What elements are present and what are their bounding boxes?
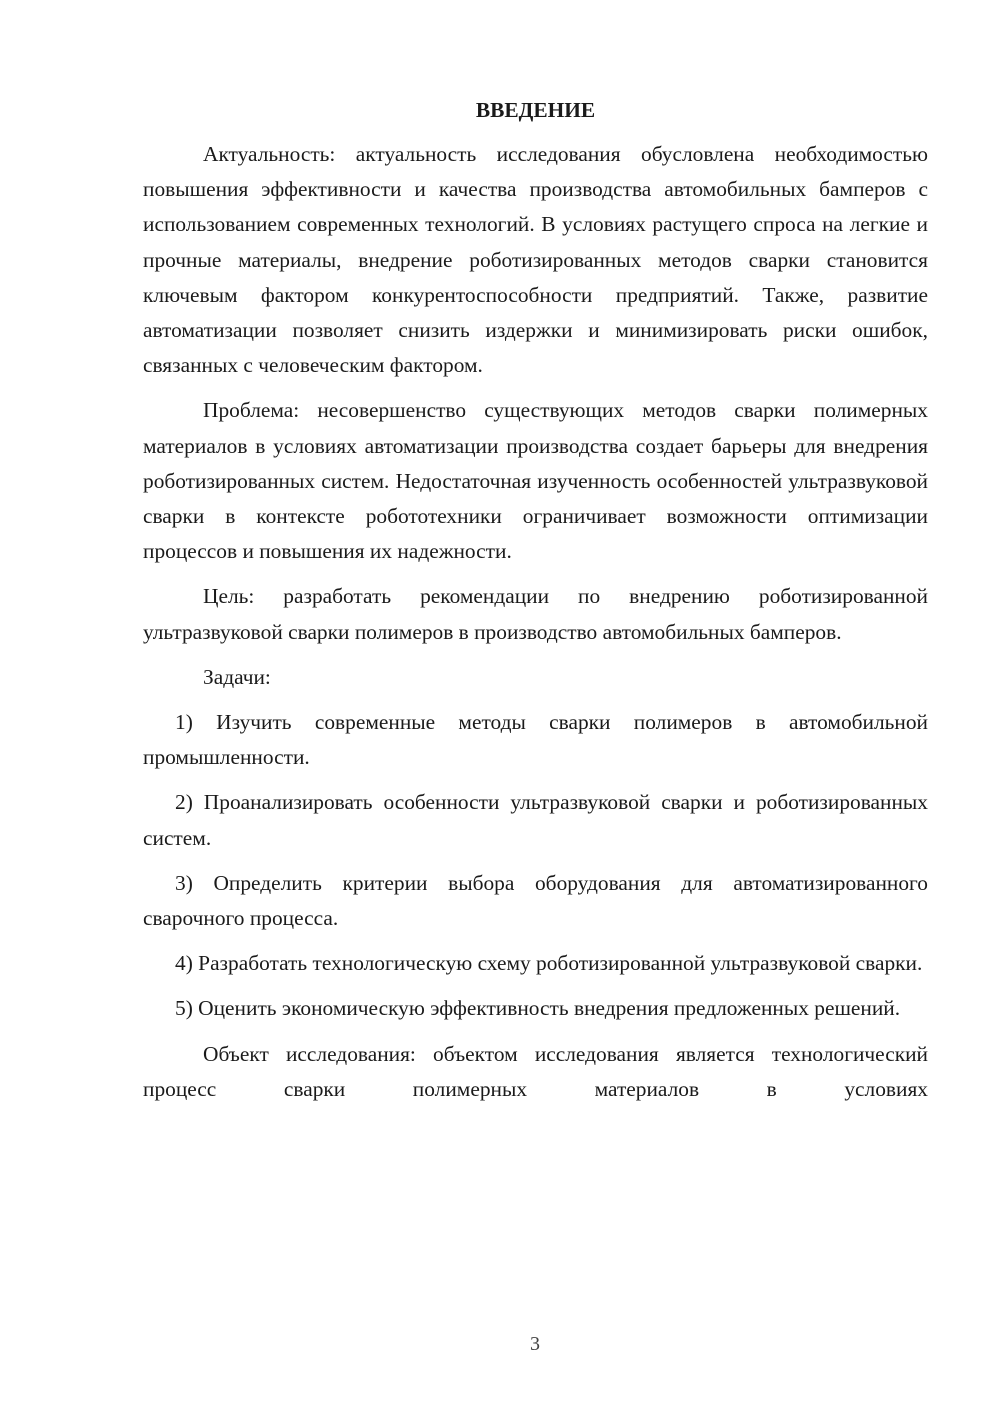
page-number: 3 <box>530 1333 540 1355</box>
relevance-paragraph: Актуальность: актуальность исследования обусловлена необходимостью повышения эффективности и качества производства автомобильных бамперов с использованием современных технологий. В условиях растущего спроса на легкие и прочные материалы, внедрение роботизированных методов сварки становится ключевым фактором конкурентоспособности предприятий. Также, развитие автоматизации позволяет снизить издержки и минимизировать риски ошибок, связанных с человеческим фактором. <box>143 142 928 378</box>
task-item-3: 3) Определить критерии выбора оборудования для автоматизированного сварочного процесса. <box>143 870 928 931</box>
section-title: ВВЕДЕНИЕ <box>475 98 596 122</box>
goal-paragraph: Цель: разработать рекомендации по внедрению роботизированной ультразвуковой сварки полимеров в производство автомобильных бамперов. <box>143 584 928 644</box>
problem-paragraph: Проблема: несовершенство существующих методов сварки полимерных материалов в условиях автоматизации производства создает барьеры для внедрения роботизированных систем. Недостаточная изученность особенностей ультразвуковой сварки в контексте робототехники ограничивает возможности оптимизации процессов и повышения их надежности. <box>143 398 928 564</box>
tasks-heading: Задачи: <box>203 664 271 689</box>
document-page <box>143 95 928 1117</box>
object-paragraph: Объект исследования: объектом исследования является технологический процесс сварки полимерных материалов в условиях <box>143 1041 928 1101</box>
task-item-1: 1) Изучить современные методы сварки полимеров в автомобильной промышленности. <box>143 710 928 770</box>
task-item-4: 4) Разработать технологическую схему роботизированной ультразвуковой сварки. <box>175 951 923 976</box>
task-item-5: 5) Оценить экономическую эффективность внедрения предложенных решений. <box>175 996 901 1021</box>
task-item-2: 2) Проанализировать особенности ультразвуковой сварки и роботизированных систем. <box>143 790 928 850</box>
